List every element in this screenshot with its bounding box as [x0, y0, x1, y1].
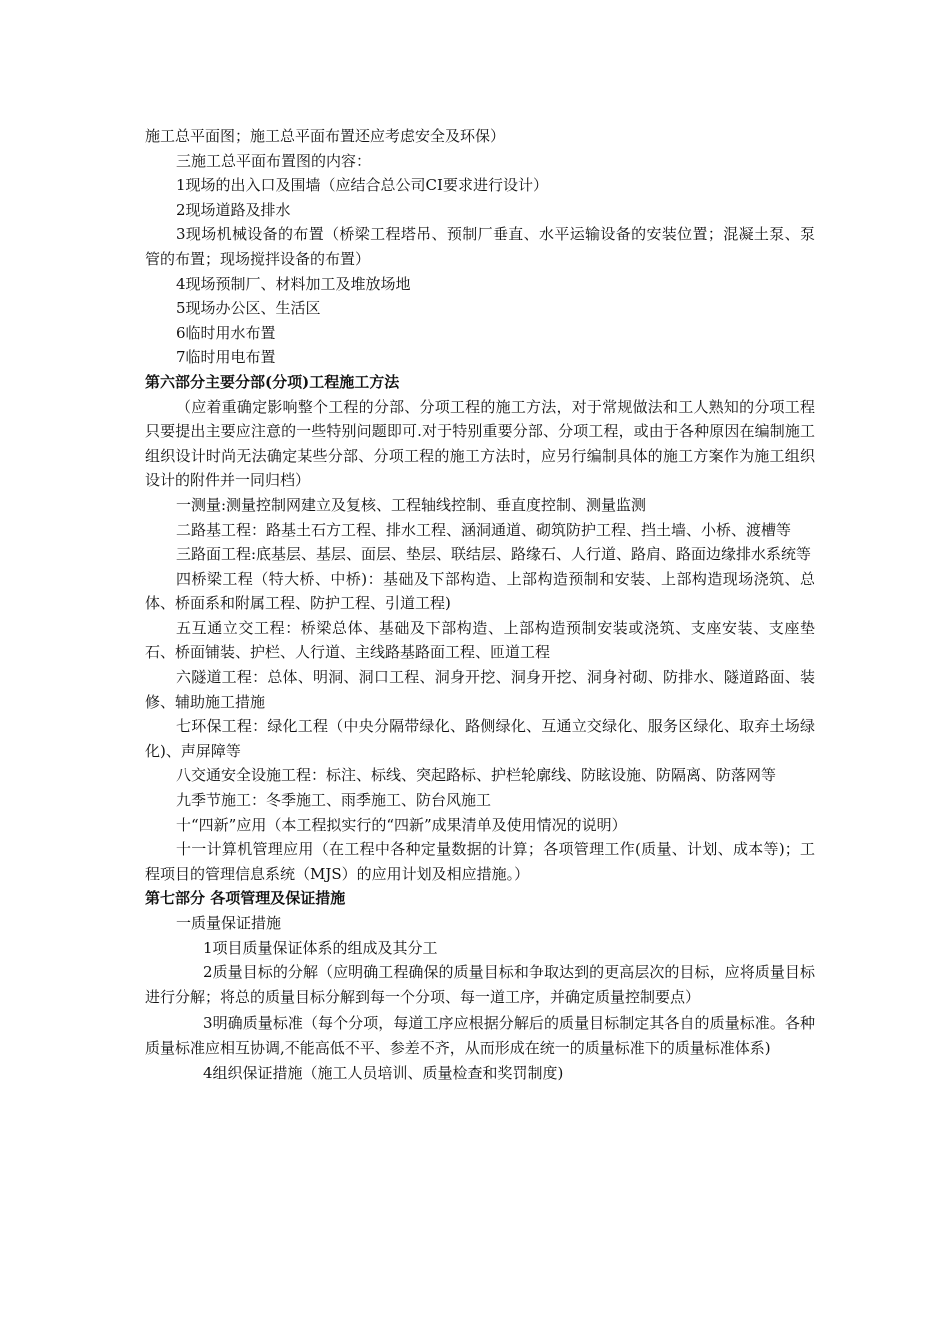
section-item: 八交通安全设施工程：标注、标线、突起路标、护栏轮廓线、防眩设施、防隔离、防落网等	[176, 766, 777, 785]
section-item: 十“四新”应用（本工程拟实行的“四新”成果清单及使用情况的说明）	[176, 815, 627, 834]
section-item: 五互通立交工程：桥梁总体、基础及下部构造、上部构造预制安装或浇筑、支座安装、支座垫石、桥面铺装、护栏、人行道、主线路基路面工程、匝道工程	[145, 618, 815, 662]
section-heading: 第七部分 各项管理及保证措施	[145, 889, 346, 908]
paragraph: （应着重确定影响整个工程的分部、分项工程的施工方法，对于常规做法和工人熟知的分项工程只要提出主要应注意的一些特别问题即可.对于特别重要分部、分项工程，或由于各种原因在编制施工组织设计时尚无法确定某些分部、分项工程的施工方法时，应另行编制具体的施工方案作为施工组织设计的附件并一同归档）	[145, 397, 815, 490]
section-item: 十一计算机管理应用（在工程中各种定量数据的计算；各项管理工作(质量、计划、成本等)；工程项目的管理信息系统（MJS）的应用计划及相应措施。）	[145, 840, 815, 883]
list-item: 6临时用水布置	[176, 323, 276, 342]
section-item: 九季节施工：冬季施工、雨季施工、防台风施工	[176, 791, 492, 810]
list-item: 1项目质量保证体系的组成及其分工	[203, 938, 438, 957]
list-item: 4组织保证措施（施工人员培训、质量检查和奖罚制度)	[203, 1063, 564, 1082]
section-item: 二路基工程：路基土石方工程、排水工程、涵洞通道、砌筑防护工程、挡土墙、小桥、渡槽等	[176, 520, 792, 539]
document-body	[145, 124, 815, 1085]
section-item: 三路面工程:底基层、基层、面层、垫层、联结层、路缘石、人行道、路肩、路面边缘排水系统等	[176, 545, 812, 564]
list-item: 2质量目标的分解（应明确工程确保的质量目标和争取达到的更高层次的目标，应将质量目标进行分解；将总的质量目标分解到每一个分项、每一道工序，并确定质量控制要点）	[145, 963, 815, 1006]
section-item: 四桥梁工程（特大桥、中桥)：基础及下部构造、上部构造预制和安装、上部构造现场浇筑、总体、桥面系和附属工程、防护工程、引道工程)	[145, 569, 815, 613]
section-item: 七环保工程：绿化工程（中央分隔带绿化、路侧绿化、互通立交绿化、服务区绿化、取弃土场绿化)、声屏障等	[145, 717, 815, 760]
section-item: 三施工总平面布置图的内容：	[176, 151, 372, 170]
section-heading: 第六部分主要分部(分项)工程施工方法	[145, 372, 400, 391]
paragraph: 施工总平面图；施工总平面布置还应考虑安全及环保）	[145, 127, 506, 145]
list-item: 3现场机械设备的布置（桥梁工程塔吊、预制厂垂直、水平运输设备的安装位置；混凝土泵、泵管的布置；现场搅拌设备的布置）	[145, 225, 815, 268]
list-item: 5现场办公区、生活区	[176, 299, 321, 318]
section-item: 一质量保证措施	[176, 914, 282, 932]
list-item: 4现场预制厂、材料加工及堆放场地	[176, 274, 411, 293]
list-item: 2现场道路及排水	[176, 200, 291, 219]
list-item: 1现场的出入口及围墙（应结合总公司CI要求进行设计）	[176, 176, 548, 195]
list-item: 7临时用电布置	[176, 348, 276, 367]
list-item: 3明确质量标准（每个分项，每道工序应根据分解后的质量目标制定其各自的质量标准。各种质量标准应相互协调,不能高低不平、参差不齐，从而形成在统一的质量标准下的质量标准体系)	[145, 1014, 815, 1057]
section-item: 一测量:测量控制网建立及复核、工程轴线控制、垂直度控制、测量监测	[176, 495, 647, 514]
section-item: 六隧道工程：总体、明洞、洞口工程、洞身开挖、洞身开挖、洞身衬砌、防排水、隧道路面、装修、辅助施工措施	[145, 668, 815, 711]
